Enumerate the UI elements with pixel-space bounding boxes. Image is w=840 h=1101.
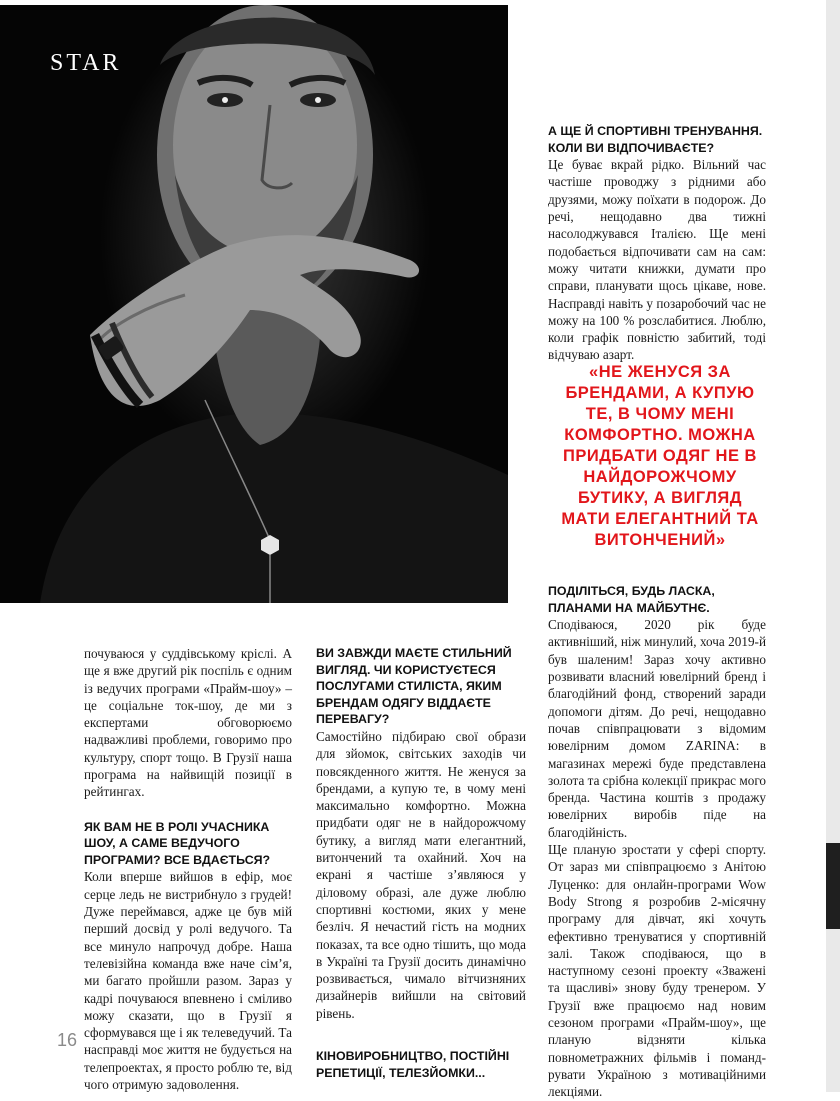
portrait-illustration (0, 5, 508, 603)
interview-question: А ЩЕ Й СПОРТИВНІ ТРЕНУВАННЯ. КОЛИ ВИ ВІДПОЧИВАЄТЕ? (548, 124, 763, 155)
interview-question: КІНОВИРОБНИЦТВО, ПОСТІЙНІ РЕПЕТИЦІЇ, ТЕЛЕЗЙОМКИ... (316, 1049, 510, 1080)
paragraph: почуваюся у суддівському кріслі. А ще я вже другий рік поспіль є одним із ведучих програми «Прайм-шоу» – це соціальне ток-шоу, де ми з експертами обговорюємо надважливі проблеми, говоримо про культуру, спорт тощо. В Грузії наша програма на найвищій позиції в рейтингах. (84, 646, 292, 800)
interview-question: ЯК ВАМ НЕ В РОЛІ УЧАСНИКА ШОУ, А САМЕ ВЕДУЧОГО ПРОГРАМИ? ВСЕ ВДАЄТЬСЯ? (84, 819, 271, 867)
paragraph: Коли вперше вийшов в ефір, моє серце ледь не вистрибнуло з грудей! Дуже переймався, адже це був мій перший досвід у ролі ведучого. Та все минуло напрочуд добре. Наша телевізійна команда вже наче сім’я, ми багато пройшли разом. Зараз у кадрі почуваюся впевнено і сміливо можу сказати, що в Грузії я сформувався ще і як телеведучий. Та насправді моє життя не будується на телепроектах, я просто роблю те, від чого отримую задоволення. (84, 869, 292, 1093)
paragraph: Це буває вкрай рідко. Вільний час частіше проводжу з рідними або друзями, можу поїхати в подорож. До речі, нещодавно два тижні насолоджувався Італією. Ще мені подобається відпочивати сам на сам: можу читати книжки, думати про справи, планувати щось цікаве, нове. Насправді навіть у позаробочий час не можу на 100 % розслабитися. Люблю, коли графік повністю забитий, тоді відчуваю азарт. (548, 157, 766, 363)
page-edge-tab (826, 843, 840, 929)
section-label: STAR (50, 50, 122, 76)
pull-quote: «НЕ ЖЕНУСЯ ЗА БРЕНДАМИ, А КУПУЮ ТЕ, В ЧОМУ МЕНІ КОМФОРТНО. МОЖНА ПРИДБАТИ ОДЯГ НЕ В НАЙДОРОЖЧОМУ БУТИКУ, А ВИГЛЯД МАТИ ЕЛЕГАНТНИЙ ТА ВИТОНЧЕНИЙ» (561, 363, 759, 549)
interview-question: ВИ ЗАВЖДИ МАЄТЕ СТИЛЬНИЙ ВИГЛЯД. ЧИ КОРИСТУЄТЕСЯ ПОСЛУГАМИ СТИЛІСТА, ЯКИМ БРЕНДАМ ОДЯГУ ВІДДАЄТЕ ПЕРЕВАГУ? (316, 646, 512, 727)
article-column-2 (316, 645, 526, 1081)
article-column-1 (84, 645, 292, 1093)
article-column-3-bottom (548, 583, 766, 1101)
paragraph: Самостійно підбираю свої образи для зйомок, світських заходів чи повсякденного життя. Не женуся за брендами, а купую те, в чому мені максимально комфортно. Можна придбати одяг не в найдорожчому бутику, а вигляд мати елегантний, витончений та охайний. Хоч на екрані я частіше з’являюся у діловому образі, але дуже люблю спортивні костюми, яких у мене безліч. Я нечастий гість на модних показах, та все одно тішить, що мода в Україні та Грузії досить динамічно розвивається, чимало вітчизняних дизайнерів вийшли на світовий рівень. (316, 728, 526, 1021)
portrait-photo (0, 5, 508, 603)
page-number: 16 (57, 1030, 78, 1050)
article-column-3-top (548, 123, 766, 364)
paragraph: Сподіваюся, 2020 рік буде активніший, ніж минулий, хоча 2019-й був шаленим! Зараз хочу активно розвивати власний ювелірний бренд і благодійний фонд, створений заради допомоги дітям. До речі, нещодавно почав співпрацювати з відомим ювелірним домом ZARINA: в магазинах мережі буде представлена золота та срібна колекції прикрас мого бренда. Частина коштів з продажу ювелірних виробів піде на благодійність. (548, 617, 766, 840)
interview-question: ПОДІЛІТЬСЯ, БУДЬ ЛАСКА, ПЛАНАМИ НА МАЙБУТНЄ. (548, 584, 715, 615)
paragraph: Ще планую зростати у сфері спорту. От зараз ми співпрацюємо з Анітою Луценко: для онлайн-програми Wow Body Strong я розробив 2-місячну програму для дівчат, які хочуть ефективно тренуватися у спортивній залі. Також сподіваюся, що в наступному сезоні проекту «Зважені та щасливі» знову буду тренером. У Грузії вже працюємо над новим сезоном програми «Прайм-шоу», ще планую відзняти кілька повнометражних фільмів і помандрувати Україною з мотиваційними лекціями. (548, 842, 766, 1100)
